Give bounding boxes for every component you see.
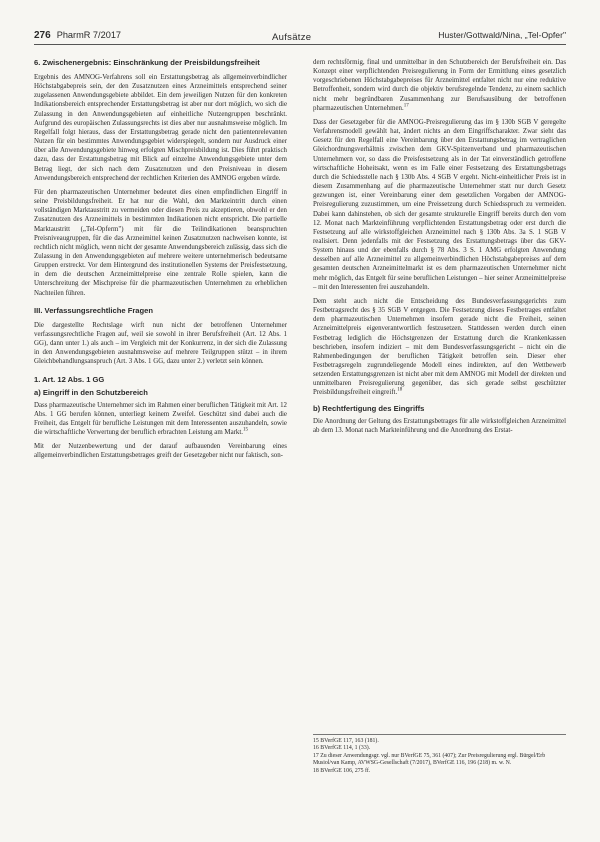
footnote-ref: 17 <box>403 103 409 109</box>
footnote: 16 BVerfGE 114, 1 (33). <box>313 745 371 752</box>
subheading-eingriff: a) Eingriff in den Schutzbereich <box>34 387 148 397</box>
paragraph: Für den pharmazeutischen Unternehmer bedeutet dies einen empfindlichen Eingriff in seine Preisbildungsfreiheit. Er hat nur die Wahl, den Markteintritt durch einen vollständigen Marktaustritt zu vermeiden oder diesen Preis zu akzeptieren, obwohl er den Zusatznutzen des Arzneimittels in bestimmten Indikationen nicht entspricht. Die partielle Marktaustritt („Tel-Opferm") mit für die Teilindikationen beanspruchten Preisniveaugruppen, für die das Arzneimittel keinen Zusatznutzen nachweisen konnte, ist rechtlich nicht möglich, wenn nicht der gesamte Anwendungsbereich zulässig, dass sich die Zulassung in den Anwendungsgebieten auf mehrere weitere unternehmerisch bedeutsame Gruppen erstreckt. Vor dem Hintergrund des institutionellen Systems der Preisfestsetzung, in dem die deutschen Arzneimittelpreise eine zentrale Rolle spielen, kann die Unterschreitung der Mischpreise für die pharmazeutischen Unternehmen zu erheblichen Nachteilen führen. <box>34 188 287 297</box>
paragraph: Die dargestellte Rechtslage wirft nun nicht der betroffenen Unternehmer verfassungsrechtliche Fragen auf, weil sie sowohl in ihrer Berufsfreiheit (Art. 12 Abs. 1 GG), dann unter 1.) als auch – im Vergleich mit der Konkurrenz, in der sich die Zulassung in den Anwendungsgebieten ausnahmsweise auf mehrere Teilgruppen stützt – in ihrem Gleichbehandlungsanspruch (Art. 3 Abs. 1 GG, dazu unter 2.) verletzt sein können. <box>34 321 287 366</box>
page-number: 276 <box>34 30 51 41</box>
subheading-rechtfertigung: b) Rechtfertigung des Eingriffs <box>313 403 425 413</box>
footnote-ref: 18 <box>397 388 403 394</box>
paragraph: Die Anordnung der Geltung des Erstattungsbetrages für alle wirkstoffgleichen Arzneimittel ab dem 13. Monat nach Markteinführung und die Anordnung des Erstat- <box>313 417 566 434</box>
footnote: 17 Zu dieser Anwendungsgr. vgl. nur BVerfGE 75, 361 (407); Zur Preisregulierung ergl. Bürgel/Erb Musiol/van Kamp, AVWSG-Gesellschaft (7/2017), BVerfGE 116, 196 (218) m. w. N. <box>313 752 546 767</box>
header-left <box>34 30 121 41</box>
paragraph: Mit der Nutzenbewertung und der darauf aufbauenden Vereinbarung eines allgemeinverbindlichen Erstattungsbetrages greift der Gesetzgeber nicht nur faktisch, son- <box>34 443 287 460</box>
paragraph: dern rechtsförmig, final und unmittelbar in den Schutzbereich der Berufsfreiheit ein. Das Konzept einer verpflichtenden Preisregulierung in Form der Ermittlung eines gesetzlich vorgeschriebenen Höchstabgabepreises für Arzneimittel entfaltet nicht nur eine reduktive Betroffenheit, sondern wird durch die objektiv berufsregelnde Tendenz, zu einem sachlich nicht mehr begründbaren Zusammenhang zur Berufsausübung der betroffenen pharmazeutischen Unternehmen.$^{17}$ <box>313 59 566 112</box>
paragraph: Dem steht auch nicht die Entscheidung des Bundesverfassungsgerichts zum Festbetragsrecht des § 35 SGB V entgegen. Die Festsetzung dieses Festbetrages entfaltet dem pharmazeutischen Unternehmen insofern gerade nicht die Freiheit, seinen Arzneimittelpreis eigenverantwortlich festzusetzen. Stattdessen werden durch einen Festbetrag lediglich die Höchstgrenzen der Erstattung durch die Krankenkassen beschrieben, insofern indiziert – mit dem Bundesverfassungsgericht – nicht ein die Rahmenbedingungen der beruflichen Tätigkeit betroffen sein. Dieser eher Festbetragsregeln zugrundeliegende Modell eines indirekten, auf den Wettbewerb setzenden Erstattungsgrenzen ist nicht aber mit dem AMNOG mit Modell der direkten und unmittelbaren Preisregulierung gegenüber, das sich gerade selbst geschützter Preisbildungsfreiheit eingreift.$^{18}$ <box>313 297 566 397</box>
header-authors: Huster/Gottwald/Nina, „Tel-Opfer" <box>438 30 566 40</box>
section-label: Aufsätze <box>272 32 312 43</box>
footnotes <box>313 734 566 775</box>
paragraph: Dass der Gesetzgeber für die AMNOG-Preisregulierung das im § 130b SGB V geregelte Verfahrensmodell gewählt hat, ändert nichts an dem Eingriffscharakter. Zwar sieht das Gesetz für den Regelfall eine Vereinbarung über den Erstattungsbetrag im vertraglichen Gleichordnungsverhältnis zwischen dem GKV-Spitzenverband und pharmazeutischen Unternehmern vor, so dass die Preisfestsetzung als in der Tat einverständlich getroffene wirtschaftliche Hoheitsakt, wenn es im Falle einer Festsetzung des Erstattungsbetrags durch die Schiedsstelle nach § 130b Abs. 4 SGB V ergeht. Nicht-einheitlicher Preis ist in diesem Zusammenhang auf die pharmazeutische Unternehmer statt nur durch Gesetz gezwungen ist, einer Vereinbarung einer dem gesetzlichen Vorgaben der AMNOG-Preisregulierung zuzustimmen, um eine Preissetzung durch Schiedsspruch zu vermeiden. Dabei kann dahinstehen, ob sich der gesamte strukturelle Eingriff bereits durch den vom 12. Monat nach Markteinführung verpflichtenden Erstattungsbetrag oder erst durch die Festsetzung auf alle wirkstoffgleichen Arzneimittel nach § 130b Abs. 3a S. 1 SGB V realisiert. Denn jedenfalls mit der Festsetzung des Erstattungsbetrags über das GKV-System hinaus und der ebenfalls durch § 78 Abs. 3 S. 1 AMG erfolgten Anwendung desselben auf alle Arzneimittel zu allgemeinverbindlichen Höchstabgabepreises auf dem gesamten deutschen Arzneimittelmarkt ist es dem pharmazeutischen Unternehmer nicht mehr möglich, das Entgelt für seine beruflichen Leistungen – hier seiner Arzneimittelpreise – mit den Interessenten frei auszuhandeln. <box>313 118 566 291</box>
left-column <box>34 58 287 465</box>
subheading-art12: 1. Art. 12 Abs. 1 GG <box>34 374 105 384</box>
paragraph: Ergebnis des AMNOG-Verfahrens soll ein Erstattungsbetrag als allgemeinverbindlicher Höchstabgabepreis sein, der den Zusatznutzen eines Arzneimittels entsprechend seiner zugelassenen Anwendungsgebiete abbildet. Ein dem jeweiligen Nutzen für den konkreten Indikationsbereich entsprechender Erstattungsbetrag ist aber nur dort möglich, wo sich die Zulassung in den Anwendungsgebieten auf einheitliche Nutzengruppen beschränkt. Aufgrund des europäischen Zulassungsrechts ist dies aber nur ausnahmsweise möglich. Im Regelfall folgt hieraus, dass der Erstattungsbetrag gerade nicht den patientenrelevanten Nutzen für ein bestimmtes Anwendungsgebiet widerspiegelt, sondern nur Ausdruck einer über alle Anwendungsgebiete hinweg erfolgten Mischpreisbildung ist. Dies führt praktisch dazu, dass der Erstattungsbetrag mit Blick auf einzelne Anwendungsgebiete unter dem Betrag liegt, der sich nach dem Zusatznutzen und den Preisniveau in diesem Anwendungsbereich entsprechend der rechtlichen Kriterien des AMNOG ergeben würde. <box>34 74 287 182</box>
footnote: 18 BVerfGE 106, 275 ff. <box>313 767 371 774</box>
header-divider <box>34 44 566 45</box>
paragraph: Dass pharmazeutische Unternehmer sich im Rahmen einer beruflichen Tätigkeit mit Art. 12 Abs. 1 GG berufen können, unterliegt keinem Zweifel. Geschützt sind dabei auch die Freiheit, das Entgelt für berufliche Leistungen mit dem Interessenten auszuhandeln, sowie die wirtschaftliche Verwertung der beruflich erbrachten Leistung am Markt.$^{15}$ <box>34 401 287 436</box>
journal-issue: PharmR 7/2017 <box>56 30 122 40</box>
section-heading-III: III. Verfassungsrechtliche Fragen <box>34 305 154 315</box>
right-column <box>313 58 566 440</box>
footnote-ref: 15 <box>243 427 248 433</box>
footnote: 15 BVerfGE 117, 163 (181). <box>313 738 379 744</box>
section-heading-6: 6. Zwischenergebnis: Einschränkung der Preisbildungsfreiheit <box>34 58 260 67</box>
